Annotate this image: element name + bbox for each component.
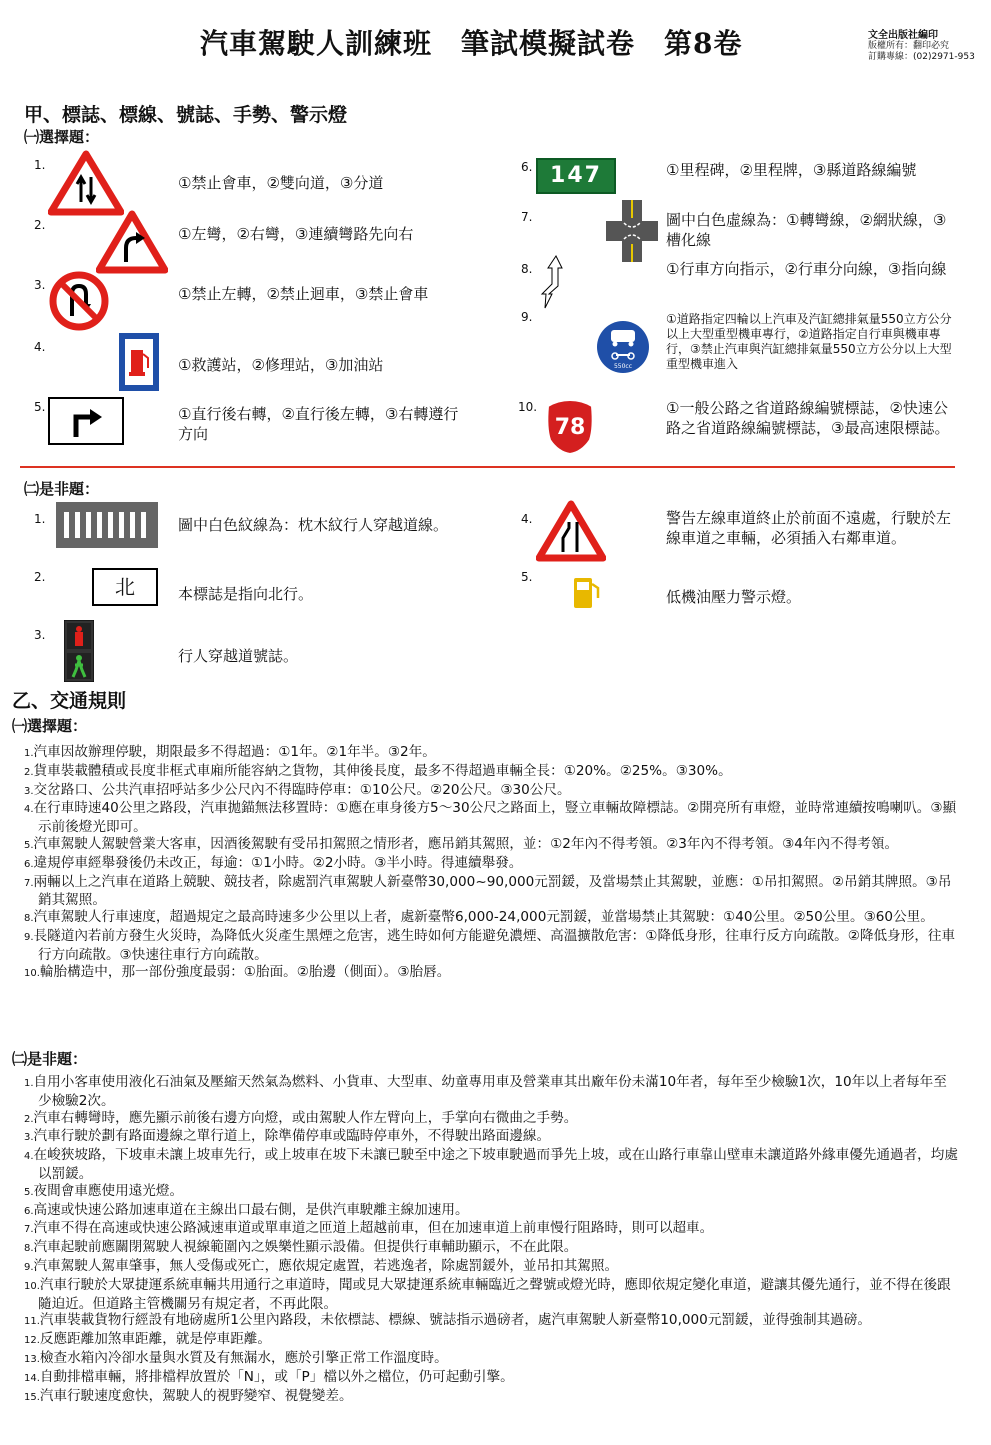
rule-item	[24, 1147, 959, 1183]
zebra-crossing-icon	[56, 502, 158, 548]
rule-item	[24, 1258, 959, 1277]
rule-number: 10.	[24, 1280, 40, 1292]
no-passing-sign-icon	[48, 150, 124, 216]
q-text: 圖中白色紋線為：枕木紋行人穿越道線。	[178, 516, 449, 534]
rule-item	[24, 874, 959, 910]
rule-item	[24, 1388, 959, 1407]
section-b-tf-title: ㈡是非題：	[12, 1050, 88, 1068]
q-num: 3.	[34, 628, 46, 642]
q-num: 6.	[521, 160, 533, 174]
direction-arrow-marking-icon	[538, 254, 568, 310]
rule-number: 5.	[24, 839, 34, 851]
q-text: ①禁止會車，②雙向道，③分道	[178, 174, 384, 192]
rule-item	[24, 836, 959, 855]
publisher-info	[868, 30, 975, 63]
q-num: 9.	[521, 310, 533, 324]
rule-text: 兩輛以上之汽車在道路上競駛、競技者，除處罰汽車駕駛人新臺幣30,000~90,000元罰鍰，及當場禁止其駕駛，並應：①吊扣駕照。②吊銷其牌照。③吊銷其駕照。	[33, 873, 952, 909]
rule-number: 1.	[24, 748, 34, 759]
q-text: 本標誌是指向北行。	[178, 585, 314, 603]
q-text: ①左彎，②右彎，③連續彎路先向右	[178, 225, 414, 243]
q-text: ①直行後右轉，②直行後左轉，③右轉遵行方向	[178, 405, 459, 443]
rule-text: 汽車起駛前應關閉駕駛人視線範圍內之娛樂性顯示設備。但提供行車輔助顯示，不在此限。	[33, 1239, 578, 1256]
rule-text: 夜間會車應使用遠光燈。	[33, 1182, 184, 1199]
rule-number: 11.	[24, 1316, 40, 1328]
rule-number: 9.	[24, 1261, 34, 1273]
section-a-mc-title: ㈠選擇題：	[24, 128, 100, 146]
rule-text: 汽車駕駛人行車速度，超過規定之最高時速多少公里以上者，處新臺幣6,000-24,000元罰鍰，並當場禁止其駕駛：①40公里。②50公里。③60公里。	[33, 909, 934, 926]
no-u-turn-sign-icon	[48, 270, 110, 332]
publisher-rights: 版權所有：翻印必究	[868, 41, 950, 51]
rule-number: 1.	[24, 1078, 34, 1089]
sign-number-label: 78	[554, 415, 586, 440]
rule-number: 12.	[24, 1335, 40, 1347]
rule-number: 6.	[24, 858, 34, 870]
rule-item	[24, 909, 959, 928]
section-b-mc-title: ㈠選擇題：	[12, 717, 88, 735]
q-text: ①救護站，②修理站，③加油站	[178, 356, 384, 374]
rule-text: 交岔路口、公共汽車招呼站多少公尺內不得臨時停車：①10公尺。②20公尺。③30公尺。	[33, 781, 571, 798]
rule-text: 自動排檔車輛，將排檔桿放置於「N」，或「P」檔以外之檔位，仍可起動引擎。	[39, 1368, 514, 1385]
rule-item	[24, 855, 959, 874]
q-num: 5.	[521, 570, 533, 584]
sign-cc-label: 550cc	[613, 363, 633, 370]
route-78-shield-icon	[544, 398, 596, 456]
rule-text: 在峻狹坡路，下坡車未讓上坡車先行，或上坡車在坡下未讓已駛至中途之下坡車駛過而爭先上坡，或在山路行車靠山壁車未讓道路外緣車優先通過者，均處以罰鍰。	[33, 1147, 958, 1182]
section-b-title: 乙、交通規則	[12, 690, 127, 712]
rule-text: 汽車行駛於大眾捷運系統車輛共用通行之車道時，聞或見大眾捷運系統車輛臨近之聲號或燈光時，應即依規定變化車道，避讓其優先通行，並不得在後跟隨迫近。但道路主管機關另有規定者，不再此限。	[38, 1276, 951, 1312]
intersection-marking-icon	[606, 200, 658, 262]
rule-item	[24, 1350, 959, 1369]
rule-item	[24, 1202, 959, 1221]
rule-item	[24, 1369, 959, 1388]
rule-number: 7.	[24, 1224, 34, 1236]
q-num: 1.	[34, 158, 46, 172]
rule-text: 自用小客車使用液化石油氣及壓縮天然氣為燃料、小貨車、大型車、幼童專用車及營業車其出廠年份未滿10年者，每年至少檢驗1次，10年以上者每年至少檢驗2次。	[33, 1074, 947, 1109]
route-marker-147: 147	[536, 158, 616, 194]
rule-number: 5.	[24, 1186, 34, 1198]
rule-number: 4.	[24, 1151, 34, 1163]
q-num: 2.	[34, 570, 46, 584]
rule-item	[24, 782, 959, 801]
rule-item	[24, 1128, 959, 1147]
rule-number: 3.	[24, 785, 34, 797]
rule-number: 2.	[24, 766, 34, 778]
rule-number: 15.	[24, 1391, 40, 1403]
pedestrian-signal-icon	[64, 620, 94, 682]
divider-line	[20, 466, 955, 468]
q-text: 低機油壓力警示燈。	[666, 588, 802, 606]
rule-item	[24, 928, 959, 964]
rule-item	[24, 763, 959, 782]
rule-text: 汽車行駛於劃有路面邊線之單行道上，除準備停車或臨時停車外，不得駛出路面邊線。	[33, 1128, 551, 1145]
rule-item	[24, 1220, 959, 1239]
rule-text: 違規停車經舉發後仍未改正，每逾：①1小時。②2小時。③半小時。得連續舉發。	[33, 854, 523, 871]
rule-text: 汽車駕駛人駕駛營業大客車，因酒後駕駛有受吊扣駕照之情形者，應吊銷其駕照，並：①2年內不得考領。②3年內不得考領。③4年內不得考領。	[33, 835, 899, 852]
q-text: 圖中白色虛線為：①轉彎線，②網狀線，③槽化線	[666, 211, 947, 249]
rule-text: 汽車駕駛人駕車肇事，無人受傷或死亡，應依規定處置，若逃逸者，除處罰鍰外，並吊扣其駕照。	[33, 1257, 619, 1274]
q-text: ①里程碑，②里程牌，③縣道路線編號	[666, 161, 917, 179]
rule-text: 汽車右轉彎時，應先顯示前後右邊方向燈，或由駕駛人作左臂向上，手掌向右微曲之手勢。	[33, 1109, 578, 1126]
publisher-hotline: 訂購專線：(02)2971-953	[868, 52, 975, 62]
curve-right-sign-icon	[96, 210, 168, 274]
page-title: 汽車駕駛人訓練班 筆試模擬試卷 第8卷	[200, 27, 743, 60]
q-num: 5.	[34, 400, 46, 414]
gas-station-sign-icon	[118, 332, 160, 392]
straight-then-right-sign-icon	[48, 397, 124, 445]
rule-number: 4.	[24, 804, 34, 816]
q-num: 10.	[518, 400, 538, 414]
rule-number: 13.	[24, 1353, 40, 1365]
q-num: 1.	[34, 512, 46, 526]
rule-text: 反應距離加煞車距離，就是停車距離。	[39, 1331, 271, 1348]
rule-number: 10.	[24, 967, 40, 979]
traffic-rules-mc-list	[24, 744, 959, 982]
q-num: 7.	[521, 210, 533, 224]
q-text: ①行車方向指示，②行車分向線，③指向線	[666, 260, 947, 278]
rule-item	[24, 1277, 959, 1313]
q-num: 8.	[521, 262, 533, 276]
rule-text: 汽車裝載貨物行經設有地磅處所1公里內路段，未依標誌、標線、號誌指示過磅者，處汽車駕駛人新臺幣10,000元罰鍰，並得強制其過磅。	[39, 1312, 871, 1329]
traffic-rules-tf-list	[24, 1074, 959, 1406]
rule-text: 輪胎構造中，那一部份強度最弱：①胎面。②胎邊（側面）。③胎唇。	[39, 963, 451, 980]
rule-number: 7.	[24, 877, 34, 889]
rule-number: 14.	[24, 1372, 40, 1384]
rule-text: 貨車裝載體積或長度非框式車廂所能容納之貨物，其伸後長度，最多不得超過車輛全長：①20%。②25%。③30%。	[33, 762, 732, 779]
rule-item	[24, 1331, 959, 1350]
rule-text: 汽車不得在高速或快速公路減速車道或單車道之匝道上超越前車，但在加速車道上前車慢行阻路時，則可以超車。	[33, 1220, 714, 1237]
rule-number: 9.	[24, 931, 34, 943]
rule-text: 檢查水箱內冷卻水量與水質及有無漏水，應於引擎正常工作溫度時。	[39, 1349, 448, 1366]
rule-item	[24, 1074, 959, 1110]
q-text: 警告左線車道終止於前面不遠處，行駛於左線車道之車輛，必須插入右鄰車道。	[666, 509, 952, 547]
rule-item	[24, 1239, 959, 1258]
q-num: 4.	[521, 512, 533, 526]
rule-text: 汽車因故辦理停駛，期限最多不得超過：①1年。②1年半。③2年。	[33, 744, 436, 760]
rule-text: 汽車行駛速度愈快，駕駛人的視野變窄、視覺變差。	[39, 1387, 353, 1404]
rule-number: 8.	[24, 913, 34, 925]
oil-pressure-lamp-icon	[570, 574, 604, 610]
q-text: 行人穿越道號誌。	[178, 647, 299, 665]
rule-item	[24, 1110, 959, 1129]
publisher-name: 文全出版社編印	[868, 30, 938, 41]
section-a-tf-title: ㈡是非題：	[24, 480, 100, 498]
rule-item	[24, 1183, 959, 1202]
rule-item	[24, 1312, 959, 1331]
rule-text: 在行車時速40公里之路段，汽車拋錨無法移置時：①應在車身後方5～30公尺之路面上，豎立車輛故障標誌。②開亮所有車燈，並時常連續按鳴喇叭。③顯示前後燈光即可。	[33, 800, 957, 836]
north-sign-icon: 北	[92, 568, 158, 606]
q-num: 2.	[34, 218, 46, 232]
vehicle-lane-sign-icon	[596, 320, 650, 374]
q-text: ①禁止左轉，②禁止迴車，③禁止會車	[178, 285, 429, 303]
rule-item	[24, 800, 959, 836]
q-num: 3.	[34, 278, 46, 292]
rule-number: 3.	[24, 1132, 34, 1144]
q-text: ①道路指定四輪以上汽車及汽缸總排氣量550立方公分以上大型重型機車專行，②道路指定自行車與機車專行，③禁止汽車與汽缸總排氣量550立方公分以上大型重型機車進入	[666, 312, 952, 371]
rule-item	[24, 964, 959, 983]
rule-text: 高速或快速公路加速車道在主線出口最右側，是供汽車駛離主線加速用。	[33, 1201, 469, 1218]
rule-number: 2.	[24, 1113, 34, 1125]
q-text: ①一般公路之省道路線編號標誌，②快速公路之省道路線編號標誌，③最高速限標誌。	[666, 399, 950, 437]
lane-ends-sign-icon	[536, 500, 606, 562]
q-num: 4.	[34, 340, 46, 354]
rule-item	[24, 744, 959, 763]
rule-number: 8.	[24, 1243, 34, 1255]
rule-number: 6.	[24, 1205, 34, 1217]
rule-text: 長隧道內若前方發生火災時，為降低火災產生黑煙之危害，逃生時如何方能避免濃煙、高溫擴散危害：①降低身形，往車行反方向疏散。②降低身形，往車行方向疏散。③快速往車行方向疏散。	[33, 927, 956, 963]
section-a-title: 甲、標誌、標線、號誌、手勢、警示燈	[24, 104, 348, 126]
